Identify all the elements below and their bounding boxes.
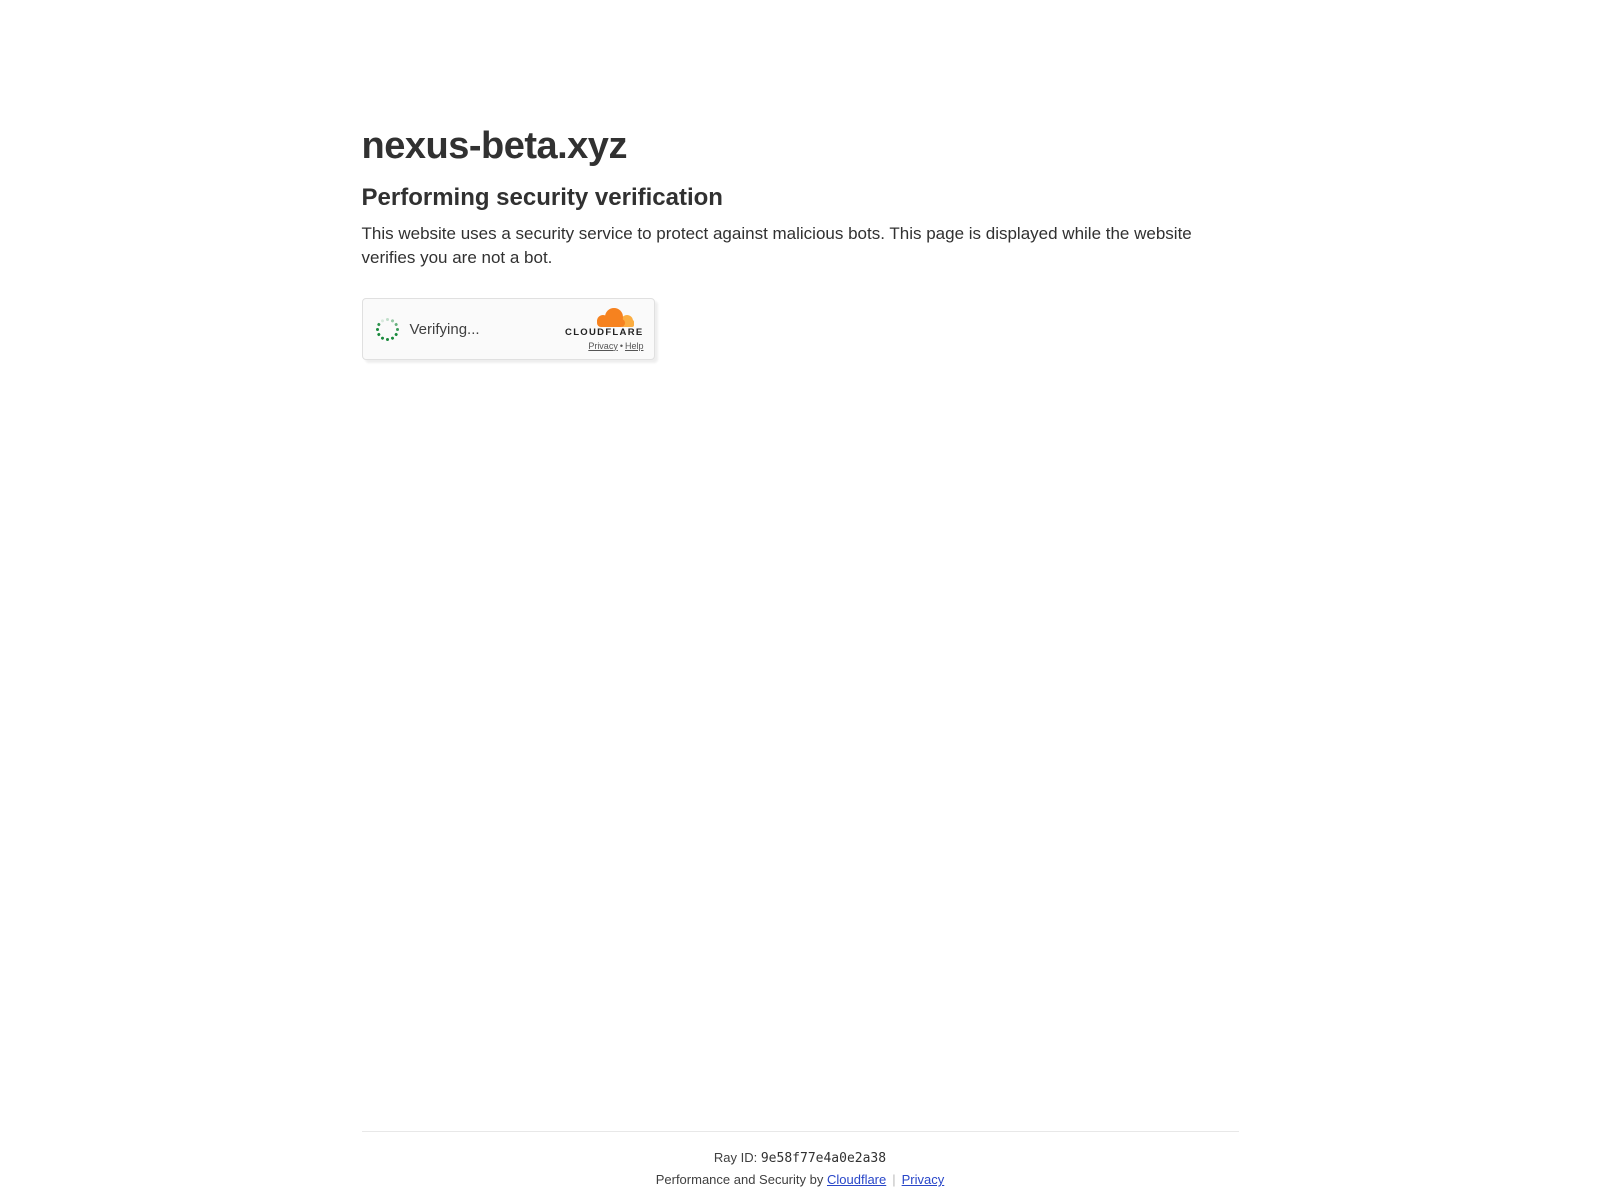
performance-line (362, 1172, 1239, 1187)
verifying-label: Verifying... (409, 320, 480, 338)
widget-privacy-link[interactable]: Privacy (588, 340, 618, 351)
security-verification-heading: Performing security verification (361, 184, 723, 211)
ray-id-line (362, 1150, 1239, 1166)
description-text: This website uses a security service to protect against malicious bots. This page is displayed while the website verifies you are not a bot. (361, 224, 1192, 267)
footer-privacy-link[interactable]: Privacy (901, 1172, 945, 1187)
dot-separator: • (619, 340, 623, 351)
widget-links (588, 341, 643, 351)
page-footer (362, 1131, 1239, 1200)
cloudflare-wordmark: CLOUDFLARE (565, 326, 644, 338)
verification-status (375, 316, 480, 342)
ray-id-value: 9e58f77e4a0e2a38 (760, 1151, 887, 1166)
challenge-page (362, 0, 1239, 1200)
ray-id-label: Ray ID: (713, 1150, 758, 1165)
verification-widget (362, 298, 655, 360)
cloudflare-cloud-icon (594, 308, 634, 327)
page-title: nexus-beta.xyz (361, 125, 627, 167)
footer-divider (362, 1131, 1239, 1132)
cloudflare-badge (565, 308, 645, 351)
pipe-separator: | (892, 1172, 896, 1187)
performance-text: Performance and Security by (655, 1172, 824, 1187)
widget-help-link[interactable]: Help (624, 340, 644, 351)
spinner-icon (375, 316, 401, 342)
footer-cloudflare-link[interactable]: Cloudflare (826, 1172, 887, 1187)
